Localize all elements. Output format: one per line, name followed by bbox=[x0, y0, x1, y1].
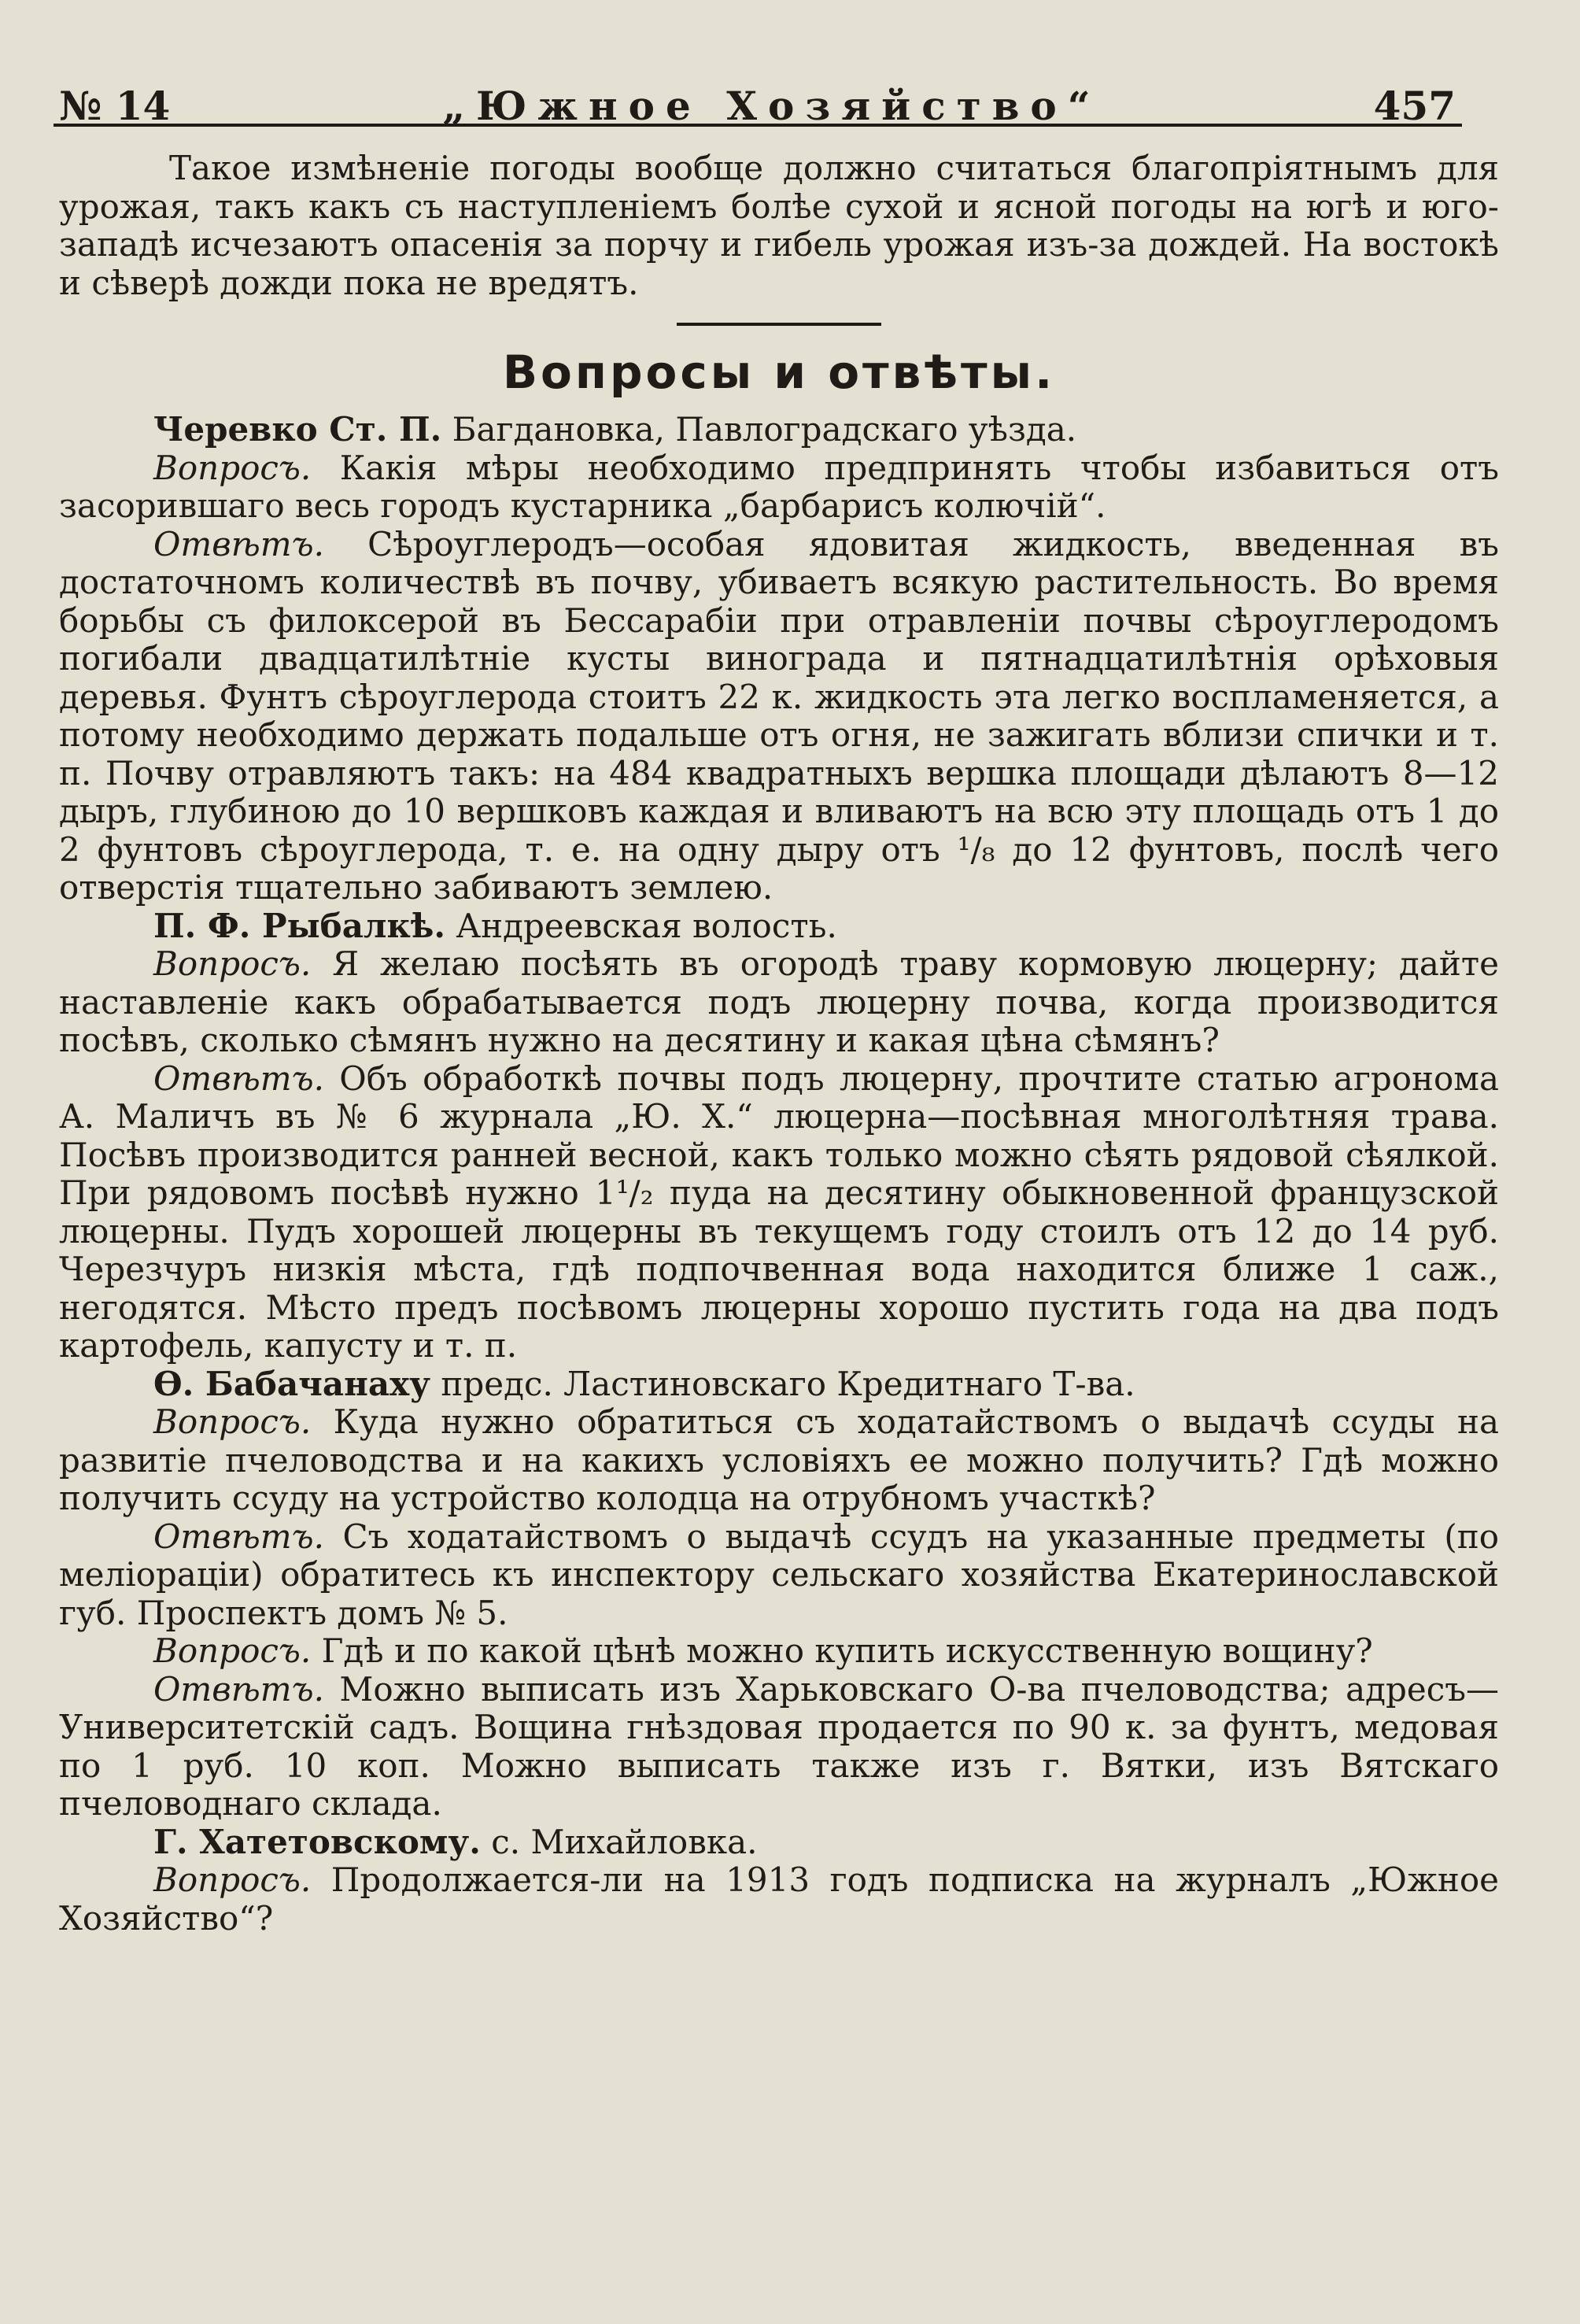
entry-4-question bbox=[59, 1861, 1499, 1938]
entry-3-place: предс. Ластиновскаго Кредитнаго Т-ва. bbox=[441, 1364, 1135, 1403]
issue-number: № 14 bbox=[59, 83, 171, 129]
entry-2-heading bbox=[59, 907, 1499, 946]
entry-3-question-2-text: Гдѣ и по какой цѣнѣ можно купить искусственную вощину? bbox=[321, 1631, 1373, 1670]
entry-3-answer-text: Съ ходатайствомъ о выдачѣ ссудъ на указанные предметы (по меліораціи) обратитесь къ инспектору сельскаго хозяйства Екатеринославской губ. Проспектъ домъ № 5. bbox=[59, 1517, 1499, 1632]
section-title: Вопросы и отвѣты. bbox=[502, 345, 1056, 399]
entry-4-name: Г. Хатетовскому. bbox=[153, 1822, 481, 1861]
page-header bbox=[59, 69, 1456, 129]
question-label: Вопросъ. bbox=[153, 944, 312, 983]
entry-2-name: П. Ф. Рыбалкѣ. bbox=[153, 906, 446, 945]
question-label: Вопросъ. bbox=[153, 448, 312, 487]
header-rule bbox=[54, 124, 1462, 127]
entry-3-question bbox=[59, 1403, 1499, 1518]
entry-3-answer-2-text: Можно выписать изъ Харьковскаго О-ва пчеловодства; адресъ—Университетскій садъ. Вощина гнѣздовая продается по 90 к. за фунтъ, медовая по 1 руб. 10 коп. Можно выписать также изъ г. Вятки, изъ Вятскаго пчеловоднаго склада. bbox=[59, 1669, 1499, 1823]
entry-2-question-text: Я желаю посѣять въ огородѣ траву кормовую люцерну; дайте наставленіе какъ обрабатывается подъ люцерну почва, когда производится посѣвъ, сколько сѣмянъ нужно на десятину и какая цѣна сѣмянъ? bbox=[59, 944, 1499, 1059]
entry-1-name: Черевко Ст. П. bbox=[153, 410, 442, 449]
entry-1-answer bbox=[59, 526, 1499, 907]
entry-1-question-text: Какія мѣры необходимо предпринять чтобы избавиться отъ засорившаго весь городъ кустарника „барбарисъ колючій“. bbox=[59, 448, 1499, 525]
entry-3-question-2 bbox=[59, 1632, 1499, 1671]
section-divider bbox=[677, 323, 881, 326]
page-body bbox=[59, 150, 1499, 1938]
entry-2-answer-text: Объ обработкѣ почвы подъ люцерну, прочтите статью агронома А. Маличъ въ № 6 журнала „Ю. Х.“ люцерна—посѣвная многолѣтняя трава. Посѣвъ производится ранней весной, какъ только можно сѣять рядовой сѣялкой. При рядовомъ посѣвѣ нужно 1¹/₂ пуда на десятину обыкновенной французской люцерны. Пудъ хорошей люцерны въ текущемъ году стоилъ отъ 12 до 14 руб. Черезчуръ низкія мѣста, гдѣ подпочвенная вода находится ближе 1 саж., негодятся. Мѣсто предъ посѣвомъ люцерны хорошо пустить года на два подъ картофель, капусту и т. п. bbox=[59, 1059, 1500, 1365]
entry-4-place: с. Михайловка. bbox=[491, 1822, 758, 1861]
entry-3-heading bbox=[59, 1365, 1499, 1404]
entry-3-question-text: Куда нужно обратиться съ ходатайствомъ о выдачѣ ссуды на развитіе пчеловодства и на какихъ условіяхъ ее можно получить? Гдѣ можно получить ссуду на устройство колодца на отрубномъ участкѣ? bbox=[59, 1402, 1499, 1517]
entry-4-heading bbox=[59, 1823, 1499, 1862]
entry-3-name: Ѳ. Бабачанаху bbox=[153, 1364, 430, 1403]
entry-1-question bbox=[59, 449, 1499, 526]
question-label: Вопросъ. bbox=[153, 1402, 312, 1441]
answer-label: Отвѣтъ. bbox=[153, 1517, 324, 1556]
journal-title: „Южное Хозяйство“ bbox=[442, 83, 1102, 129]
entry-1-place: Багдановка, Павлоградскаго уѣзда. bbox=[452, 410, 1077, 449]
entry-3-answer-2 bbox=[59, 1671, 1499, 1823]
entry-2-place: Андреевская волость. bbox=[456, 906, 837, 945]
question-label: Вопросъ. bbox=[153, 1631, 312, 1670]
entry-2-answer bbox=[59, 1060, 1499, 1365]
question-label: Вопросъ. bbox=[153, 1860, 312, 1899]
answer-label: Отвѣтъ. bbox=[153, 1059, 324, 1098]
answer-label: Отвѣтъ. bbox=[153, 524, 324, 563]
entry-4-question-text: Продолжается-ли на 1913 годъ подписка на журналъ „Южное Хозяйство“? bbox=[59, 1860, 1499, 1938]
entry-2-question bbox=[59, 945, 1499, 1060]
entry-3-answer bbox=[59, 1518, 1499, 1633]
entry-1-heading bbox=[59, 411, 1499, 449]
page-number: 457 bbox=[1373, 83, 1456, 129]
intro-paragraph: Такое измѣненіе погоды вообще должно считаться благопріятнымъ для урожая, такъ какъ съ наступленіемъ болѣе сухой и ясной погоды на югѣ и юго-западѣ исчезаютъ опасенія за порчу и гибель урожая изъ-за дождей. На востокѣ и сѣверѣ дожди пока не вредятъ. bbox=[59, 149, 1499, 302]
answer-label: Отвѣтъ. bbox=[153, 1669, 324, 1709]
entry-1-answer-text: Сѣроуглеродъ—особая ядовитая жидкость, введенная въ достаточномъ количествѣ въ почву, убиваетъ всякую растительность. Во время борьбы съ филоксерой въ Бессарабіи при отравленіи почвы сѣроуглеродомъ погибали двадцатилѣтніе кусты винограда и пятнадцатилѣтнія орѣховыя деревья. Фунтъ сѣроуглерода стоитъ 22 к. жидкость эта легко воспламеняется, а потому необходимо держать подальше отъ огня, не зажигать вблизи спички и т. п. Почву отравляютъ такъ: на 484 квадратныхъ вершка площади дѣлаютъ 8—12 дыръ, глубиною до 10 вершковъ каждая и вливаютъ на всю эту площадь отъ 1 до 2 фунтовъ сѣроуглерода, т. е. на одну дыру отъ ¹/₈ до 12 фунтовъ, послѣ чего отверстія тщательно забиваютъ землею. bbox=[59, 524, 1499, 907]
